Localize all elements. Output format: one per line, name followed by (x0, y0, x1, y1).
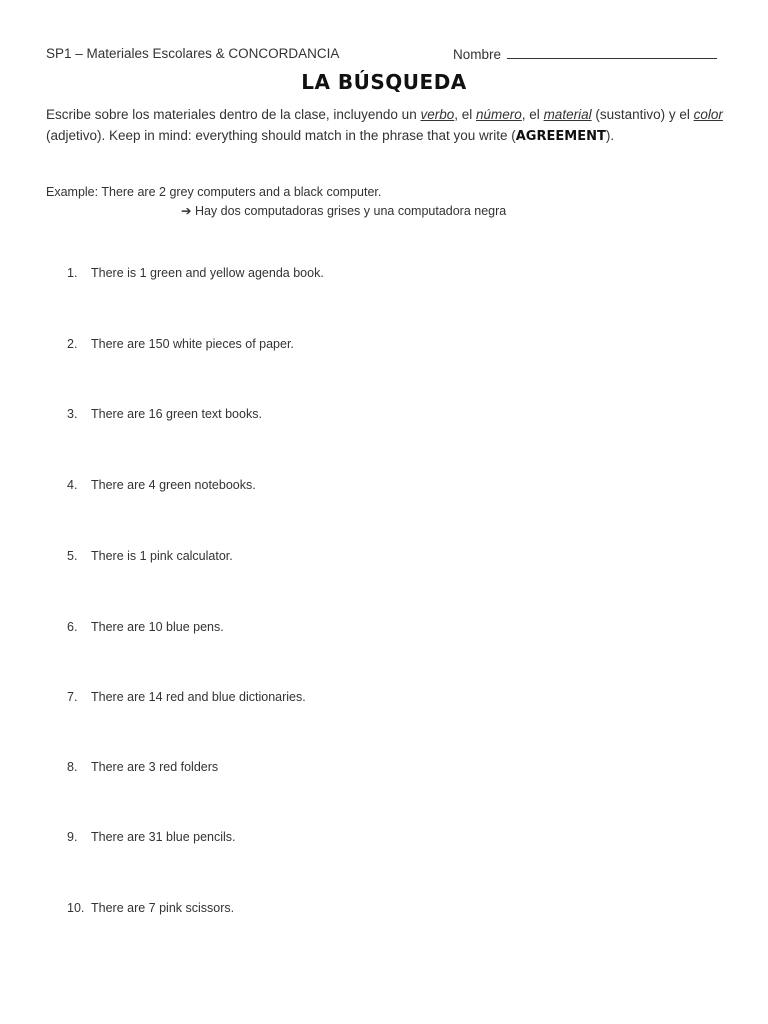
name-field (453, 46, 717, 62)
item-text: There are 3 red folders (91, 760, 219, 774)
item-text: There are 10 blue pens. (91, 620, 224, 634)
instructions-text: Escribe sobre los materiales dentro de la clase, incluyendo un (46, 107, 421, 122)
list-item (67, 337, 294, 351)
course-header: SP1 – Materiales Escolares & CONCORDANCIA (46, 46, 340, 61)
instructions-text: ). (605, 128, 615, 143)
item-text: There are 14 red and blue dictionaries. (91, 690, 306, 704)
list-item (67, 549, 233, 563)
list-item (67, 830, 236, 844)
item-number: 5. (67, 549, 78, 563)
list-item (67, 760, 218, 774)
list-item (67, 266, 324, 280)
instructions-text: , el (454, 107, 477, 122)
list-item (67, 407, 262, 421)
item-text: There are 150 white pieces of paper. (91, 337, 294, 351)
item-text: There are 31 blue pencils. (91, 830, 236, 844)
numero-term: número (476, 107, 522, 122)
list-item (67, 620, 224, 634)
instructions-text: , el (521, 107, 544, 122)
instructions (46, 104, 726, 147)
list-item (67, 478, 256, 492)
item-number: 1. (67, 266, 78, 280)
page-title: LA BÚSQUEDA (301, 70, 467, 94)
item-text: There is 1 pink calculator. (91, 549, 233, 563)
verbo-term: verbo (420, 107, 455, 122)
item-text: There are 4 green notebooks. (91, 478, 256, 492)
item-number: 9. (67, 830, 78, 844)
item-number: 8. (67, 760, 78, 774)
name-blank-line (507, 46, 717, 59)
item-number: 10. (67, 901, 85, 915)
item-number: 2. (67, 337, 78, 351)
item-text: There is 1 green and yellow agenda book. (91, 266, 324, 280)
agreement-term: AGREEMENT (515, 129, 606, 144)
item-number: 4. (67, 478, 78, 492)
name-label: Nombre (453, 47, 502, 62)
example-translation: ➔ Hay dos computadoras grises y una computadora negra (181, 204, 507, 218)
list-item (67, 901, 234, 915)
color-term: color (693, 107, 723, 122)
item-text: There are 16 green text books. (91, 407, 262, 421)
material-term: material (543, 107, 592, 122)
example-sentence: Example: There are 2 grey computers and a black computer. (46, 185, 382, 199)
item-number: 7. (67, 690, 78, 704)
instructions-text: (sustantivo) y el (591, 107, 694, 122)
item-text: There are 7 pink scissors. (91, 901, 235, 915)
list-item (67, 690, 306, 704)
item-number: 3. (67, 407, 78, 421)
instructions-text: (adjetivo). Keep in mind: everything should match in the phrase that you write ( (46, 128, 516, 143)
item-number: 6. (67, 620, 78, 634)
